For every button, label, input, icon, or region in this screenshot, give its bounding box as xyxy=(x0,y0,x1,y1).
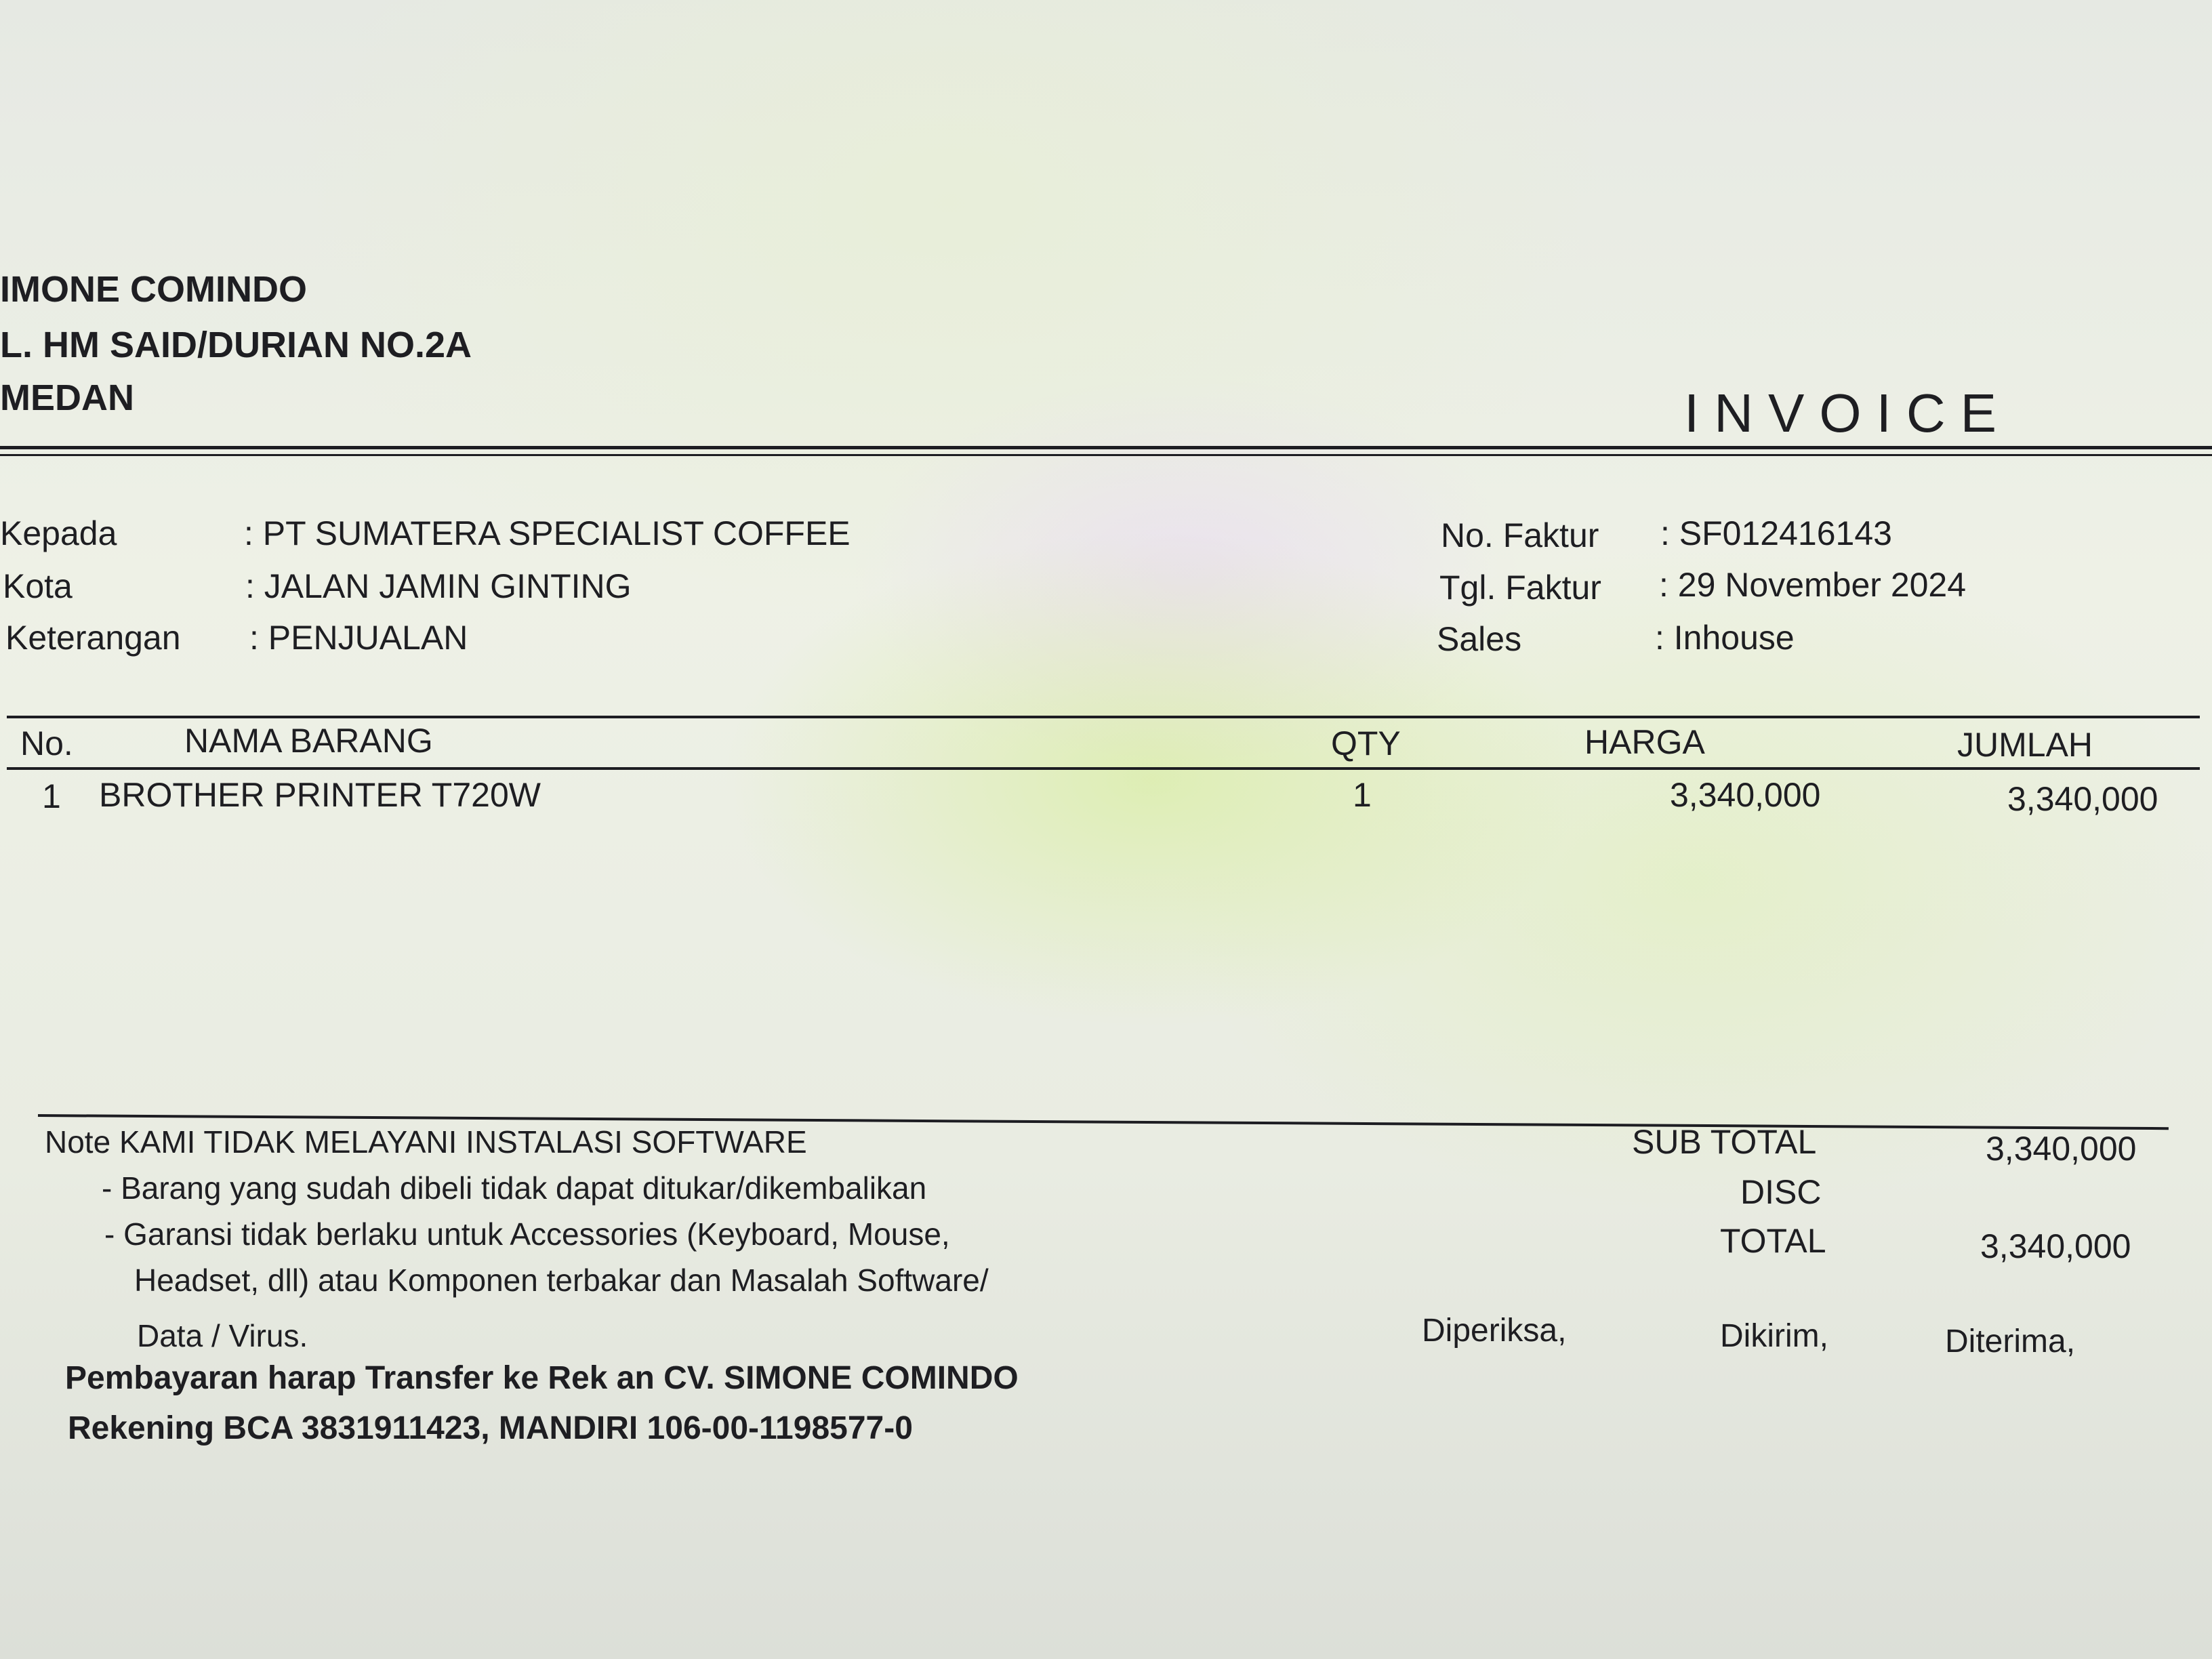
subtotal-label: SUB TOTAL xyxy=(1632,1123,1817,1161)
total-value: 3,340,000 xyxy=(1980,1227,2131,1265)
payment-line-1: Pembayaran harap Transfer ke Rek an CV. SIMONE COMINDO xyxy=(65,1360,1019,1396)
note-line-1: - Barang yang sudah dibeli tidak dapat ditukar/dikembalikan xyxy=(102,1170,927,1206)
row-nama-barang: BROTHER PRINTER T720W xyxy=(99,776,541,814)
table-rule-header-bottom xyxy=(7,767,2200,770)
kepada-value: : PT SUMATERA SPECIALIST COFFEE xyxy=(244,514,851,552)
col-header-no: No. xyxy=(20,724,73,762)
subtotal-value: 3,340,000 xyxy=(1986,1130,2137,1168)
note-title: Note KAMI TIDAK MELAYANI INSTALASI SOFTWARE xyxy=(45,1124,807,1160)
sales-label: Sales xyxy=(1437,620,1522,658)
sales-value: : Inhouse xyxy=(1655,619,1795,657)
disc-label: DISC xyxy=(1740,1173,1822,1211)
company-name: IMONE COMINDO xyxy=(0,269,307,310)
col-header-harga: HARGA xyxy=(1584,723,1705,761)
company-address: L. HM SAID/DURIAN NO.2A xyxy=(0,325,472,365)
company-city: MEDAN xyxy=(0,377,134,418)
header-rule-bottom xyxy=(0,454,2212,456)
col-header-nama-barang: NAMA BARANG xyxy=(184,722,433,760)
header-rule-top xyxy=(0,446,2212,449)
table-rule-top xyxy=(7,716,2200,718)
note-line-2: - Garansi tidak berlaku untuk Accessories (Keyboard, Mouse, xyxy=(104,1216,950,1252)
faktur-value: : SF012416143 xyxy=(1660,514,1892,552)
faktur-label: No. Faktur xyxy=(1441,516,1599,554)
note-line-4: Data / Virus. xyxy=(137,1318,308,1353)
kota-label: Kota xyxy=(3,567,73,605)
total-label: TOTAL xyxy=(1720,1222,1826,1260)
row-qty: 1 xyxy=(1353,776,1372,814)
signature-diperiksa: Diperiksa, xyxy=(1422,1313,1567,1349)
tgl-faktur-value: : 29 November 2024 xyxy=(1659,566,1967,604)
invoice-title: INVOICE xyxy=(1684,383,2011,443)
row-jumlah: 3,340,000 xyxy=(2007,780,2158,818)
row-no: 1 xyxy=(42,777,61,815)
col-header-jumlah: JUMLAH xyxy=(1957,726,2093,764)
signature-dikirim: Dikirim, xyxy=(1720,1318,1828,1354)
col-header-qty: QTY xyxy=(1331,724,1401,762)
keterangan-value: : PENJUALAN xyxy=(249,619,468,657)
keterangan-label: Keterangan xyxy=(5,619,181,657)
payment-line-2: Rekening BCA 3831911423, MANDIRI 106-00-1198577-0 xyxy=(68,1410,913,1446)
tgl-faktur-label: Tgl. Faktur xyxy=(1439,569,1601,607)
signature-diterima: Diterima, xyxy=(1945,1324,2076,1359)
kota-value: : JALAN JAMIN GINTING xyxy=(245,567,632,605)
row-harga: 3,340,000 xyxy=(1670,776,1821,814)
kepada-label: Kepada xyxy=(0,514,117,552)
note-line-3: Headset, dll) atau Komponen terbakar dan Masalah Software/ xyxy=(134,1263,989,1298)
